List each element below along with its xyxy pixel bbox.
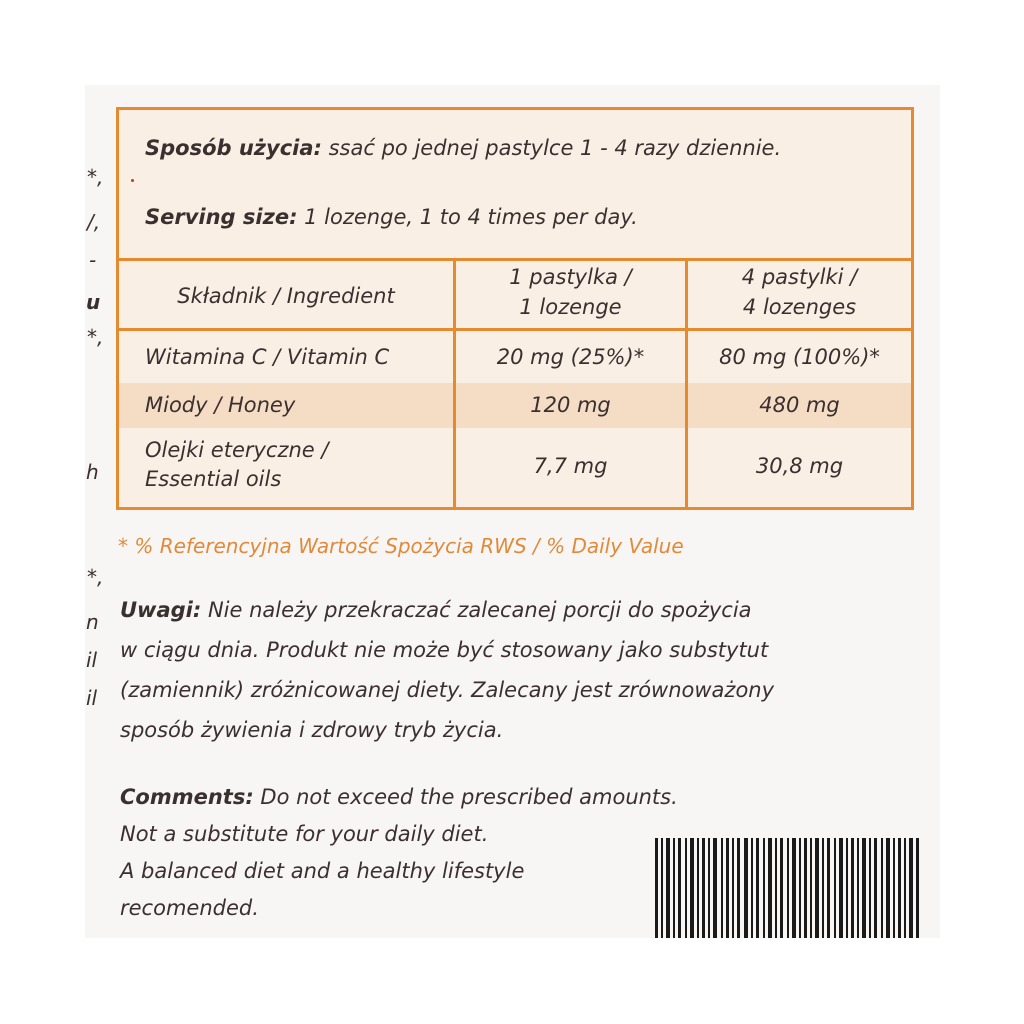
header-col2-line2: 4 lozenges — [742, 295, 857, 319]
cropped-fragment: h — [86, 460, 99, 484]
header-col2-line1: 4 pastylki / — [741, 265, 858, 289]
cropped-fragment: il — [86, 686, 98, 710]
table-top-border — [119, 258, 911, 261]
notes-pl-line2: w ciągu dnia. Produkt nie może być stosowany jako substytut — [120, 638, 769, 662]
header-bottom-border — [119, 328, 911, 331]
row-vitamin-c-col1: 20 mg (25%)* — [496, 345, 645, 369]
notes-en — [120, 779, 678, 927]
notes-pl-line4: sposób żywienia i zdrowy tryb życia. — [120, 718, 504, 742]
cropped-fragment: *, — [87, 565, 104, 589]
row-honey-col2: 480 mg — [759, 393, 840, 417]
daily-value-footnote: * % Referencyjna Wartość Spożycia RWS / % Daily Value — [118, 534, 684, 558]
usage-pl-label: Sposób użycia: — [145, 136, 322, 160]
usage-en — [145, 205, 638, 229]
notes-en-line4: recomended. — [120, 896, 259, 920]
row-oils-name-line1: Olejki eteryczne / — [145, 438, 329, 462]
usage-pl — [145, 136, 781, 160]
notes-pl-text: Nie należy przekraczać zalecanej porcji do spożycia — [201, 598, 752, 622]
cropped-fragment: *, — [87, 325, 104, 349]
usage-pl-text: ssać po jednej pastylce 1 - 4 razy dziennie. — [321, 136, 782, 160]
usage-en-text: 1 lozenge, 1 to 4 times per day. — [297, 205, 638, 229]
header-col1-line1: 1 pastylka / — [509, 265, 632, 289]
header-ingredient: Składnik / Ingredient — [177, 284, 395, 308]
header-col1-line2: 1 lozenge — [519, 295, 622, 319]
usage-en-label: Serving size: — [145, 205, 298, 229]
cropped-fragment: n — [86, 610, 99, 634]
notes-en-label: Comments: — [120, 785, 254, 809]
barcode-graphic — [655, 838, 920, 938]
row-honey-name: Miody / Honey — [145, 393, 296, 417]
notes-en-text: Do not exceed the prescribed amounts. — [253, 785, 678, 809]
print-dot — [131, 179, 134, 182]
cropped-fragment: /, — [87, 210, 101, 234]
notes-pl — [120, 590, 774, 750]
cropped-fragment: u — [86, 290, 101, 314]
notes-en-line3: A balanced diet and a healthy lifestyle — [120, 859, 525, 883]
notes-pl-line3: (zamiennik) zróżnicowanej diety. Zalecany jest zrównoważony — [120, 678, 775, 702]
row-oils-col2: 30,8 mg — [755, 454, 844, 478]
cropped-fragment: - — [89, 248, 97, 272]
notes-pl-label: Uwagi: — [120, 598, 202, 622]
notes-en-line2: Not a substitute for your daily diet. — [120, 822, 489, 846]
cropped-fragment: *, — [87, 165, 104, 189]
notes-en-line1 — [120, 779, 678, 816]
row-vitamin-c-name: Witamina C / Vitamin C — [145, 345, 390, 369]
nutrition-box — [116, 107, 914, 510]
row-vitamin-c-col2: 80 mg (100%)* — [719, 345, 880, 369]
row-oils-name-line2: Essential oils — [145, 467, 282, 491]
cropped-fragment: il — [86, 648, 98, 672]
row-honey-col1: 120 mg — [530, 393, 611, 417]
row-oils-col1: 7,7 mg — [533, 454, 608, 478]
notes-pl-line1 — [120, 590, 774, 630]
barcode-bars — [655, 838, 919, 938]
